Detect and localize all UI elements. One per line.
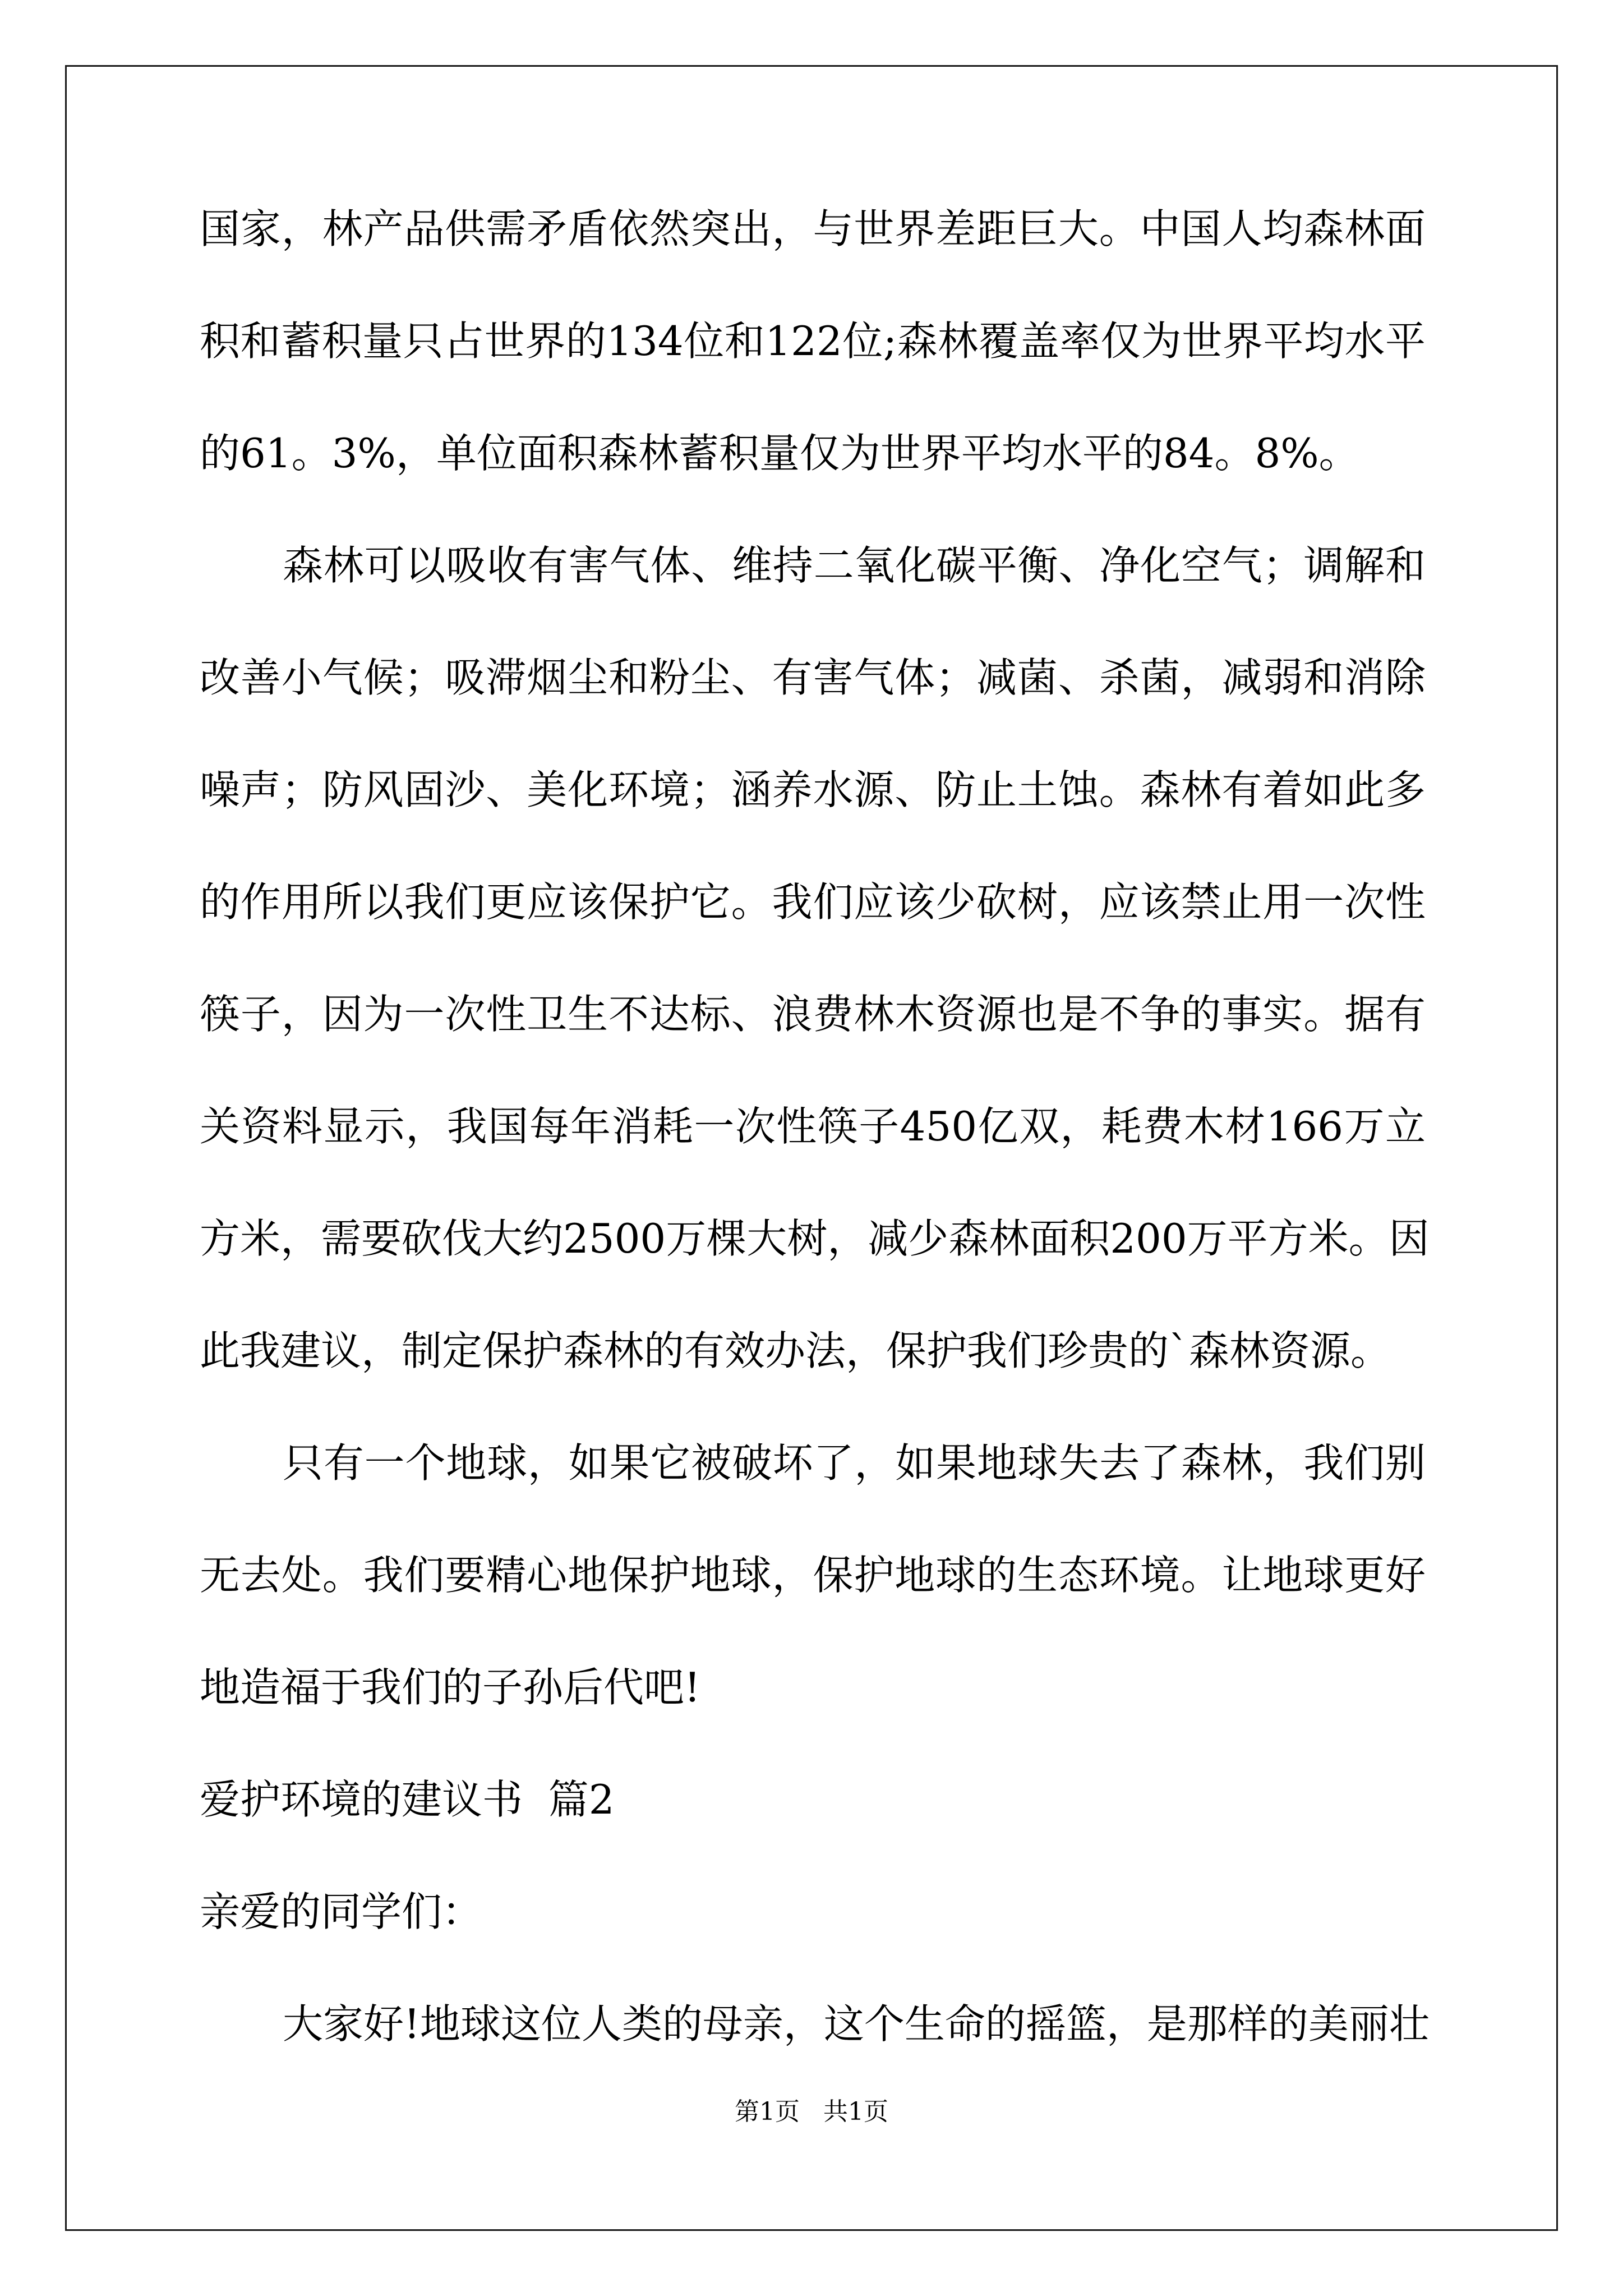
paragraph-1-line-3: 的61。3%，单位面积森林蓄积量仅为世界平均水平的84。8%。 xyxy=(200,430,1359,477)
paragraph-2-line-3: 噪声；防风固沙、美化环境；涵养水源、防止土蚀。森林有着如此多 xyxy=(200,766,1426,813)
paragraph-2-line-6: 关资料显示，我国每年消耗一次性筷子450亿双，耗费木材166万立 xyxy=(200,1103,1426,1150)
section-heading: 爱护环境的建议书 篇2 xyxy=(200,1776,615,1823)
paragraph-2-line-5: 筷子，因为一次性卫生不达标、浪费林木资源也是不争的事实。据有 xyxy=(200,991,1426,1038)
paragraph-3-line-3: 地造福于我们的子孙后代吧! xyxy=(200,1664,700,1711)
salutation: 亲爱的同学们： xyxy=(200,1888,483,1935)
paragraph-2-line-1: 森林可以吸收有害气体、维持二氧化碳平衡、净化空气；调解和 xyxy=(283,542,1426,589)
paragraph-1-line-2: 积和蓄积量只占世界的134位和122位;森林覆盖率仅为世界平均水平 xyxy=(200,318,1426,365)
paragraph-3-line-2: 无去处。我们要精心地保护地球，保护地球的生态环境。让地球更好 xyxy=(200,1552,1426,1599)
paragraph-4-line-1: 大家好!地球这位人类的母亲，这个生命的摇篮，是那样的美丽壮 xyxy=(283,2000,1430,2047)
paragraph-1-line-1: 国家，林产品供需矛盾依然突出，与世界差距巨大。中国人均森林面 xyxy=(200,205,1426,252)
paragraph-2-line-7: 方米，需要砍伐大约2500万棵大树，减少森林面积200万平方米。因 xyxy=(200,1215,1430,1262)
paragraph-2-line-8: 此我建议，制定保护森林的有效办法，保护我们珍贵的`森林资源。 xyxy=(200,1327,1391,1374)
paragraph-3-line-1: 只有一个地球，如果它被破坏了，如果地球失去了森林，我们别 xyxy=(283,1439,1426,1487)
paragraph-2-line-4: 的作用所以我们更应该保护它。我们应该少砍树，应该禁止用一次性 xyxy=(200,878,1426,926)
paragraph-2-line-2: 改善小气候；吸滞烟尘和粉尘、有害气体；减菌、杀菌，减弱和消除 xyxy=(200,654,1426,701)
page-footer: 第1页 共1页 xyxy=(735,2097,888,2126)
